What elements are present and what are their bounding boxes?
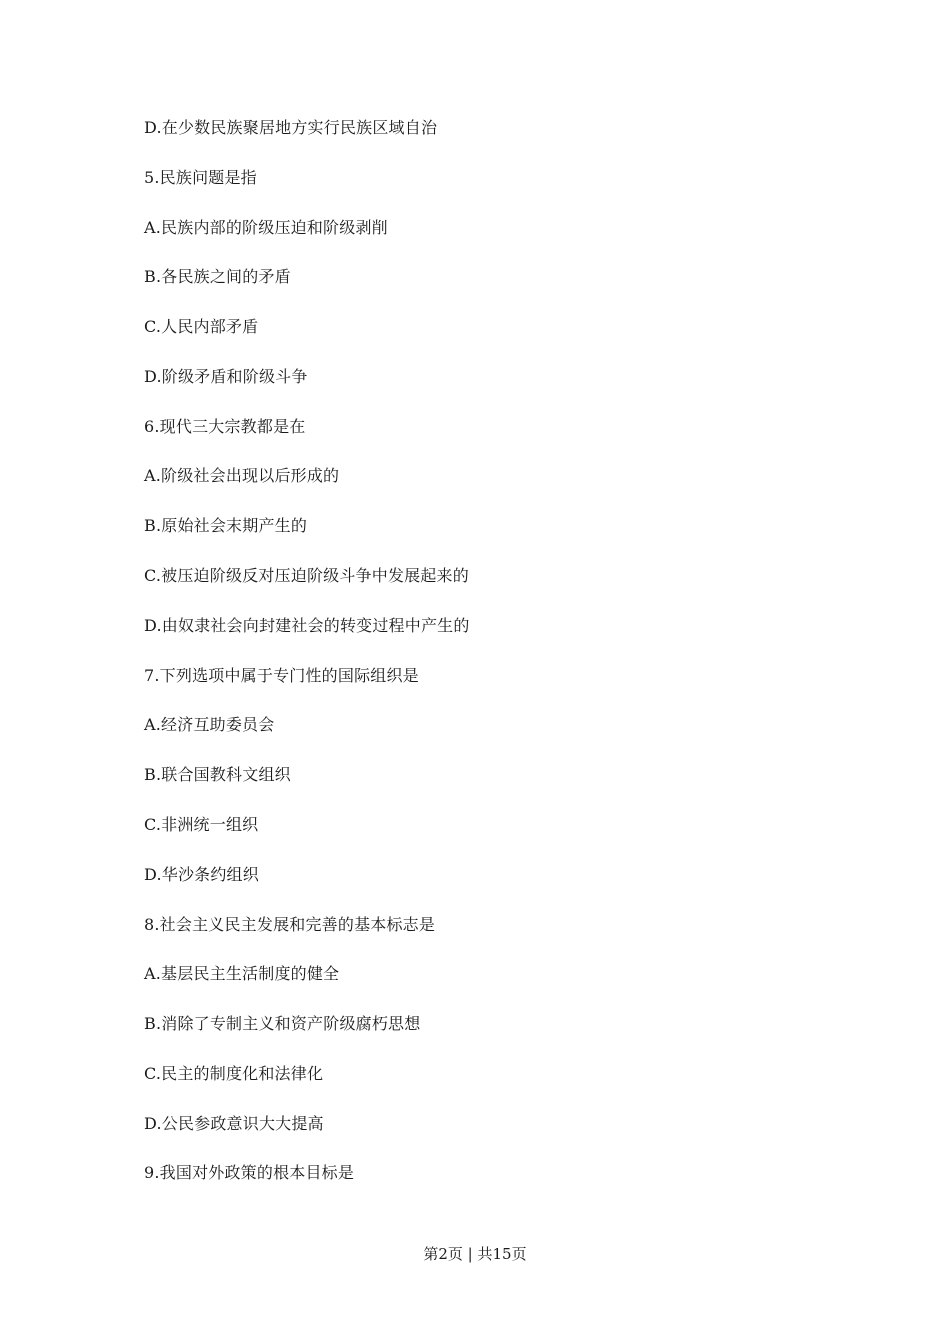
option-line: D.由奴隶社会向封建社会的转变过程中产生的	[144, 616, 470, 635]
option-line: D.在少数民族聚居地方实行民族区域自治	[144, 118, 438, 137]
question-line: 5.民族问题是指	[144, 168, 257, 187]
option-line: A.基层民主生活制度的健全	[144, 964, 340, 983]
question-line: 9.我国对外政策的根本目标是	[144, 1163, 355, 1182]
option-line: C.非洲统一组织	[144, 815, 259, 834]
option-line: C.民主的制度化和法律化	[144, 1064, 324, 1083]
question-line: 6.现代三大宗教都是在	[144, 417, 306, 436]
option-line: C.人民内部矛盾	[144, 317, 259, 336]
option-line: B.消除了专制主义和资产阶级腐朽思想	[144, 1014, 421, 1033]
option-line: D.华沙条约组织	[144, 865, 259, 884]
option-line: D.公民参政意识大大提高	[144, 1114, 324, 1133]
option-line: B.各民族之间的矛盾	[144, 267, 291, 286]
option-line: B.原始社会末期产生的	[144, 516, 308, 535]
option-line: A.民族内部的阶级压迫和阶级剥削	[144, 218, 388, 237]
option-line: D.阶级矛盾和阶级斗争	[144, 367, 308, 386]
option-line: B.联合国教科文组织	[144, 765, 291, 784]
question-line: 8.社会主义民主发展和完善的基本标志是	[144, 915, 436, 934]
option-line: A.经济互助委员会	[144, 715, 275, 734]
page-footer: 第2页 | 共15页	[423, 1245, 527, 1263]
option-line: C.被压迫阶级反对压迫阶级斗争中发展起来的	[144, 566, 469, 585]
option-line: A.阶级社会出现以后形成的	[144, 466, 340, 485]
question-line: 7.下列选项中属于专门性的国际组织是	[144, 666, 419, 685]
